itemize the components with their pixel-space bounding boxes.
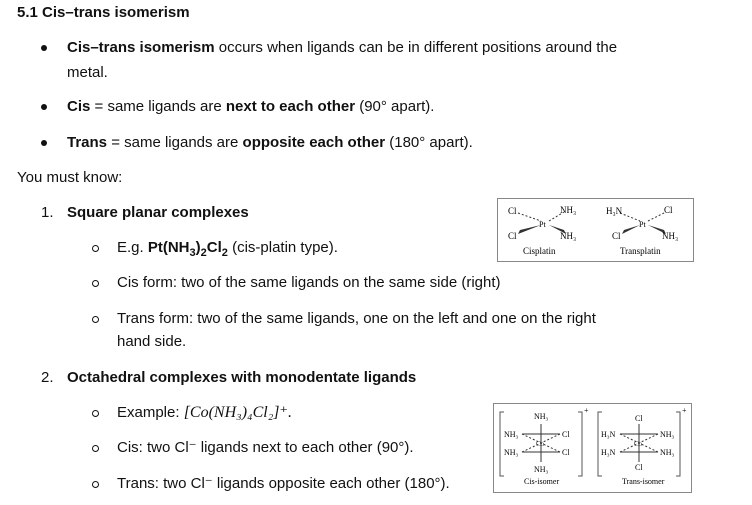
trans-metal: Co <box>634 440 643 448</box>
cis-right-2: Cl <box>562 448 570 457</box>
intro-bullet-2 <box>67 97 434 117</box>
trans-isomer-structure <box>598 406 687 486</box>
formula-cobalt-complex: [Co(NH₃)₄Cl₂]⁺. <box>183 404 292 421</box>
cis-left-1: NH₃ <box>504 430 519 439</box>
transplatin-structure <box>606 205 678 256</box>
sub-bullet <box>92 481 99 488</box>
sub-item-example <box>117 238 338 263</box>
trans-charge: + <box>682 406 687 415</box>
sub-item-trans-form: Trans form: two of the same ligands, one on the left and one on the right <box>117 310 596 327</box>
cis-ligand-tl: Cl <box>508 206 517 216</box>
sub-item-cis-form: Cis form: two of the same ligands on the same side (right) <box>117 274 501 291</box>
sub-bullet <box>92 316 99 323</box>
trans-bottom: Cl <box>635 463 643 472</box>
cisplatin-structure <box>508 205 576 256</box>
cis-top: NH₃ <box>534 412 549 421</box>
trans-ligand-tl: H₃N <box>606 206 623 216</box>
must-know-label: You must know: <box>17 169 123 186</box>
intro-bullet-3 <box>67 133 473 153</box>
octahedral-figure <box>493 403 692 493</box>
bullet-text: = same ligands are <box>90 98 226 115</box>
bullet-text: (180° apart). <box>385 134 473 151</box>
trans-right-1: NH₃ <box>660 430 675 439</box>
term-cis: Cis <box>67 98 91 115</box>
cis-bottom: NH₃ <box>534 465 549 474</box>
sub-prefix: Example: <box>117 404 184 421</box>
trans-isomer-caption: Trans-isomer <box>622 477 665 486</box>
cis-ligand-bl: Cl <box>508 231 517 241</box>
cis-isomer-caption: Cis-isomer <box>524 477 560 486</box>
bullet-text: (90° apart). <box>355 98 435 115</box>
sub-prefix: E.g. <box>117 239 148 256</box>
transplatin-caption: Transplatin <box>620 246 661 256</box>
trans-ligand-br: NH₃ <box>662 231 679 241</box>
term-opposite: opposite each other <box>242 134 386 151</box>
term-cis-trans: Cis–trans isomerism <box>67 39 215 56</box>
sub-bullet <box>92 445 99 452</box>
sub-bullet <box>92 280 99 287</box>
item-number: 2. <box>41 369 54 386</box>
sub-bullet <box>92 245 99 252</box>
trans-ligand-bl: Cl <box>612 231 621 241</box>
cis-isomer-structure <box>500 406 589 486</box>
sub-item-octa-example <box>117 403 292 423</box>
term-trans: Trans <box>67 134 108 151</box>
bullet-text: occurs when ligands can be in different positions around the <box>214 39 618 56</box>
item-number: 1. <box>41 204 54 221</box>
trans-metal: Pt <box>639 220 646 229</box>
bullet-dot <box>41 140 47 146</box>
cis-right-1: Cl <box>562 430 570 439</box>
square-planar-figure <box>497 198 694 262</box>
term-next-to: next to each other <box>225 98 356 115</box>
trans-left-2: H₃N <box>601 448 616 457</box>
section-title: 5.1 Cis–trans isomerism <box>17 4 190 21</box>
bullet-dot <box>41 45 47 51</box>
intro-bullet-1 <box>67 38 687 58</box>
trans-top: Cl <box>635 414 643 423</box>
sub-suffix: (cis-platin type). <box>227 239 338 256</box>
trans-ligand-tr: Cl <box>664 205 673 215</box>
sub-item-octa-cis: Cis: two Cl⁻ ligands next to each other (90°). <box>117 439 414 456</box>
cis-ligand-br: NH₃ <box>560 231 577 241</box>
intro-bullet-1-cont: metal. <box>67 64 108 81</box>
formula-cisplatin: $Pt(NH_3)_2Cl_2$ <box>147 239 228 259</box>
trans-right-2: NH₃ <box>660 448 675 457</box>
sub-bullet <box>92 410 99 417</box>
cis-charge: + <box>584 406 589 415</box>
cis-left-2: NH₃ <box>504 448 519 457</box>
cis-ligand-tr: NH₃ <box>560 205 577 215</box>
cisplatin-caption: Cisplatin <box>523 246 556 256</box>
bullet-dot <box>41 104 47 110</box>
item-title-square-planar: Square planar complexes <box>67 204 249 221</box>
bullet-text: = same ligands are <box>107 134 243 151</box>
cis-metal: Co <box>536 440 545 448</box>
sub-item-octa-trans: Trans: two Cl⁻ ligands opposite each other (180°). <box>117 475 450 492</box>
trans-left-1: H₃N <box>601 430 616 439</box>
sub-item-trans-form-cont: hand side. <box>117 333 187 350</box>
item-title-octahedral: Octahedral complexes with monodentate ligands <box>67 369 417 386</box>
cis-metal: Pt <box>539 220 546 229</box>
